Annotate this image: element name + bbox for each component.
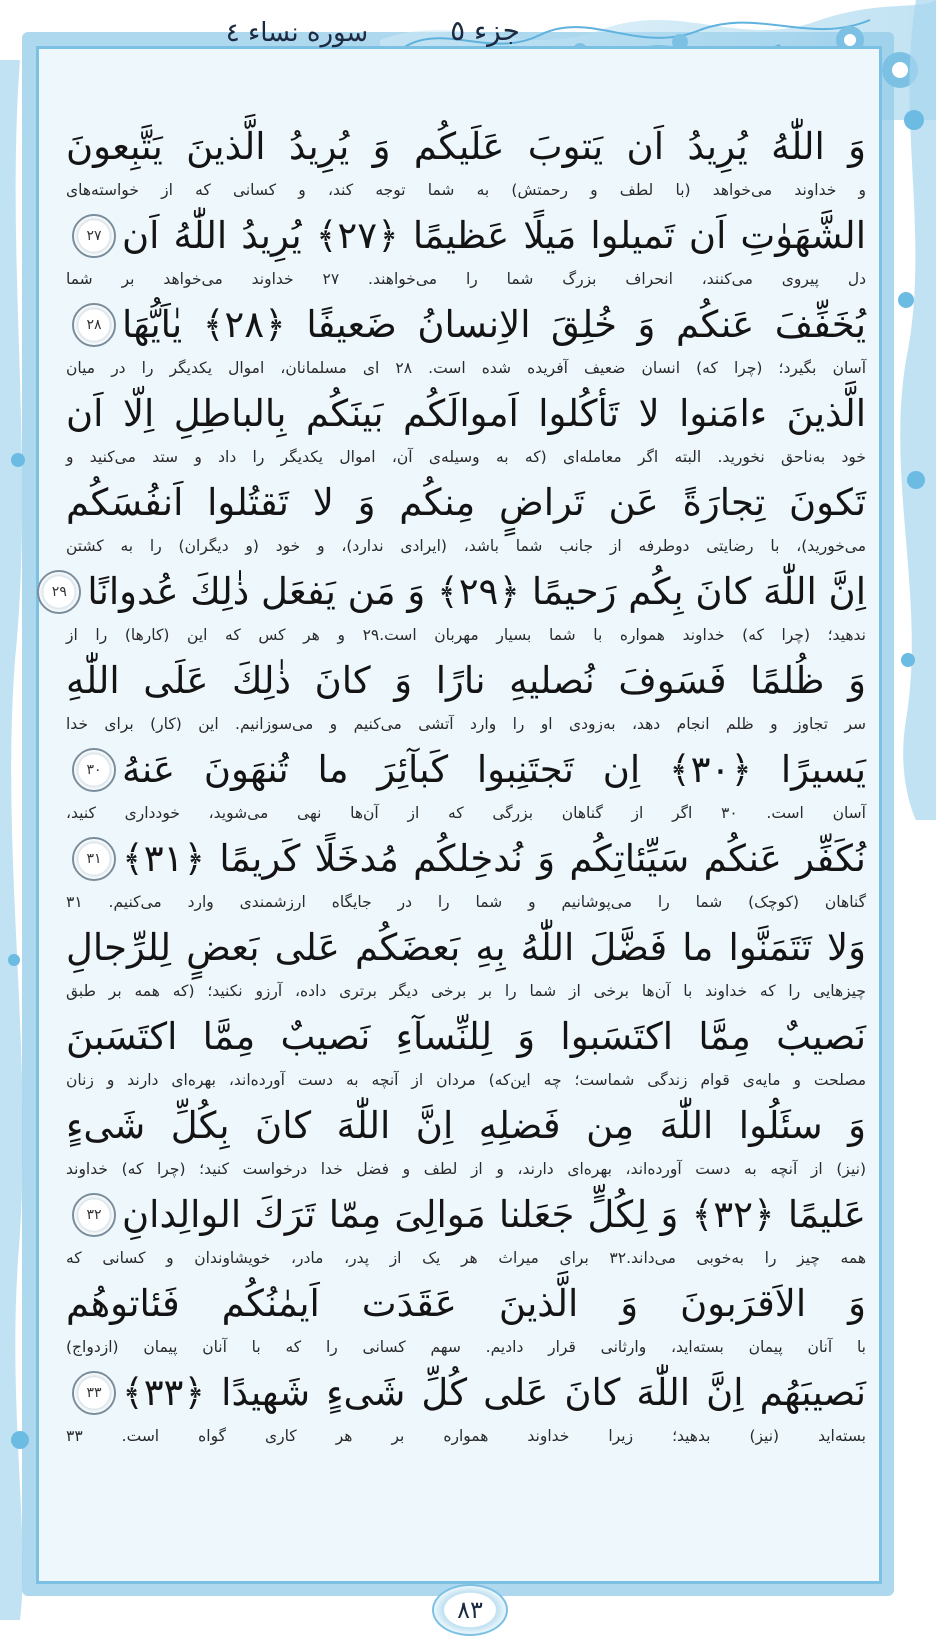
- persian-translation: سر تجاوز و ظلم انجام دهد، به‌زودی او را وارد آتشی می‌کنیم و می‌سوزانیم. این (کار) برای خدا: [66, 715, 866, 733]
- arabic-line: نَصیبَهُم اِنَّ اللّٰهَ کانَ عَلی کُلِّ شَیءٍ شَهیدًا ﴿٣٣﴾: [122, 1371, 866, 1414]
- persian-translation: (نیز) از آنچه به دست آورده‌اند، بهره‌ای دارند، و از لطف و فضل خدا درخواست کنید؛ (چرا که) خداوند: [66, 1160, 866, 1178]
- verse-line: [66, 1008, 866, 1097]
- arabic-line: الَّذینَ ءامَنوا لا تَأكُلوا اَموالَکُم بَینَکُم بِالباطِلِ اِلّا اَن: [66, 392, 866, 435]
- verse-line: [66, 652, 866, 741]
- verse-line: [66, 1364, 866, 1453]
- verse-line: [66, 474, 866, 563]
- arabic-line: یُخَفِّفَ عَنکُم وَ خُلِقَ الاِنسانُ ضَعیفًا ﴿٢٨﴾ یٰاَیُّهَا: [122, 303, 866, 346]
- verse-line: [66, 118, 866, 207]
- verse-line: [66, 207, 866, 296]
- arabic-text: [66, 1186, 866, 1244]
- verse-number-badge: ٣٠: [72, 748, 116, 792]
- arabic-text: [66, 1275, 866, 1333]
- verse-line: [66, 830, 866, 919]
- persian-translation: می‌خورید)، با رضایتی دوطرفه از جانب شما باشد، (ایرادی ندارد)، و خود (و دیگران) را به کشتن: [66, 537, 866, 555]
- persian-translation: آسان است. ٣٠ اگر از گناهان بزرگی که از آن‌ها نهی می‌شوید، خودداری کنید،: [66, 804, 866, 822]
- arabic-text: [66, 118, 866, 176]
- arabic-text: [66, 741, 866, 799]
- arabic-text: [66, 830, 866, 888]
- arabic-text: [66, 919, 866, 977]
- surah-title: سوره نساء ٤: [225, 18, 369, 48]
- verse-line: [51, 563, 866, 652]
- arabic-text: [66, 385, 866, 443]
- persian-translation: با آنان پیمان بسته‌اید، وارثانی قرار دادیم. سهم کسانی را که با آنان پیمان (ازدواج): [66, 1338, 866, 1356]
- persian-translation: بسته‌اید (نیز) بدهید؛ زیرا خداوند همواره بر هر کاری گواه است. ٣٣: [66, 1427, 866, 1445]
- side-ornament-left-icon: [0, 60, 40, 1620]
- verse-line: [66, 296, 866, 385]
- verse-number-badge: ٣٣: [72, 1371, 116, 1415]
- arabic-line: وَ سئَلُوا اللّٰهَ مِن فَضلِهِ اِنَّ اللّٰهَ کانَ بِکُلِّ شَیءٍ: [66, 1104, 866, 1147]
- verse-number-badge: ٢٨: [72, 303, 116, 347]
- persian-translation: دل پیروی می‌کنند، انحراف بزرگ شما را می‌خواهند. ٢٧ خداوند می‌خواهد بر شما: [66, 270, 866, 288]
- arabic-text: [66, 1008, 866, 1066]
- verse-line: [66, 741, 866, 830]
- verse-line: [66, 1186, 866, 1275]
- persian-translation: ندهید؛ (چرا که) خداوند همواره با شما بسیار مهربان است.٢٩ و هر کس که این (کارها) را از: [66, 626, 866, 644]
- arabic-text: [66, 1097, 866, 1155]
- arabic-line: نَصیبٌ مِمَّا اکتَسَبوا وَ لِلنِّسآءِ نَصیبٌ مِمَّا اکتَسَبنَ: [66, 1015, 866, 1058]
- verse-list: [51, 118, 866, 1568]
- arabic-line: عَلیمًا ﴿٣٢﴾ وَ لِکُلٍّ جَعَلنا مَوالِیَ مِمّا تَرَكَ الوالِدانِ: [122, 1193, 866, 1236]
- side-ornament-icon: [876, 0, 936, 820]
- arabic-line: وَلا تَتَمَنَّوا ما فَضَّلَ اللّٰهُ بِهِ بَعضَکُم عَلی بَعضٍ لِلرِّجالِ: [66, 926, 866, 969]
- arabic-line: وَ ظُلمًا فَسَوفَ نُصلیهِ نارًا وَ کانَ ذٰلِكَ عَلَی اللّٰهِ: [66, 659, 866, 702]
- arabic-text: [66, 652, 866, 710]
- arabic-text: [66, 474, 866, 532]
- persian-translation: گناهان (کوچک) شما را می‌پوشانیم و شما را در جایگاه ارزشمندی وارد می‌کنیم. ٣١: [66, 893, 866, 911]
- persian-translation: و خداوند می‌خواهد (با لطف و رحمتش) به شما توجه کند، و کسانی که از خواسته‌های: [66, 181, 866, 199]
- persian-translation: همه چیز را به‌خوبی می‌داند.٣٢ برای میراث هر یک از پدر، مادر، خویشاوندان و کسانی که: [66, 1249, 866, 1267]
- page-number: ٨٣: [432, 1584, 508, 1636]
- verse-number-badge: ٣٢: [72, 1193, 116, 1237]
- persian-translation: مصلحت و مایه‌ی قوام زندگی شماست؛ چه این‌که) مردان از آنچه به دست آورده‌اند، بهره‌ای دارند و زنان: [66, 1071, 866, 1089]
- verse-line: [66, 919, 866, 1008]
- persian-translation: چیزهایی را که خداوند با آن‌ها برخی از شما را بر برخی دیگر برتری داده، آرزو نکنید؛ (که همه بر طبق: [66, 982, 866, 1000]
- arabic-line: وَ اللّٰهُ یُرِیدُ اَن یَتوبَ عَلَیکُم وَ یُرِیدُ الَّذینَ یَتَّبِعونَ: [66, 125, 866, 168]
- arabic-text: [66, 207, 866, 265]
- arabic-line: وَ الاَقرَبونَ وَ الَّذینَ عَقَدَت اَیمٰنُکُم فَئاتوهُم: [66, 1282, 866, 1325]
- verse-line: [66, 385, 866, 474]
- arabic-line: یَسیرًا ﴿٣٠﴾ اِن تَجتَنِبوا کَبآئِرَ ما تُنهَونَ عَنهُ: [122, 748, 866, 791]
- verse-number-badge: ٢٧: [72, 214, 116, 258]
- persian-translation: آسان بگیرد؛ (چرا که) انسان ضعیف آفریده شده است. ٢٨ ای مسلمانان، اموال یکدیگر را در میان: [66, 359, 866, 377]
- arabic-line: اِنَّ اللّٰهَ کانَ بِکُم رَحیمًا ﴿٢٩﴾ وَ مَن یَفعَل ذٰلِكَ عُدوانًا: [87, 570, 866, 613]
- verse-line: [66, 1275, 866, 1364]
- arabic-text: [66, 296, 866, 354]
- verse-number-badge: ٢٩: [37, 570, 81, 614]
- arabic-text: [66, 1364, 866, 1422]
- arabic-text: [51, 563, 866, 621]
- arabic-line: تَکونَ تِجارَةً عَن تَراضٍ مِنکُم وَ لا تَقتُلوا اَنفُسَکُم: [66, 481, 866, 524]
- verse-line: [66, 1097, 866, 1186]
- persian-translation: خود به‌ناحق نخورید. البته اگر معامله‌ای (که به وسیله‌ی آن، اموال یکدیگر را داد و ستد می‌کنید و: [66, 448, 866, 466]
- arabic-line: الشَّهَوٰتِ اَن تَمیلوا مَیلًا عَظیمًا ﴿٢٧﴾ یُرِیدُ اللّٰهُ اَن: [122, 214, 866, 257]
- arabic-line: نُکَفِّر عَنکُم سَیِّئاتِکُم وَ نُدخِلکُم مُدخَلًا کَریمًا ﴿٣١﴾: [122, 837, 866, 880]
- verse-number-badge: ٣١: [72, 837, 116, 881]
- juz-title: جزء ٥: [450, 14, 520, 47]
